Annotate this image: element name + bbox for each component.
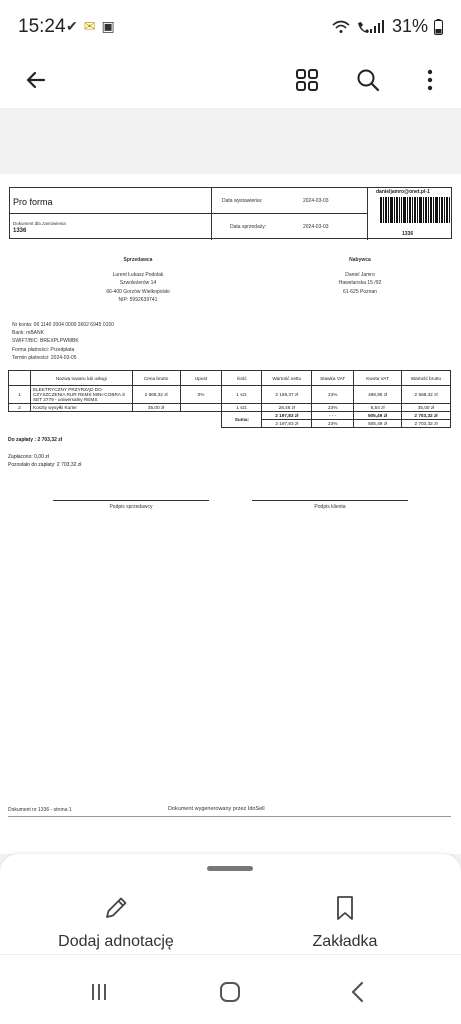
bookmark-button[interactable] xyxy=(255,894,435,951)
status-right xyxy=(332,16,443,37)
bookmark-icon xyxy=(331,894,359,922)
document-header xyxy=(9,187,452,239)
add-annotation-label: Dodaj adnotację xyxy=(58,933,174,950)
sum-cell: - - - xyxy=(312,412,354,420)
buyer-line: 61-625 Poznan xyxy=(343,288,377,295)
sale-date-value: 2024-03-03 xyxy=(303,224,329,230)
table-row xyxy=(9,404,451,412)
battery-percent: 31% xyxy=(391,16,428,36)
home-icon xyxy=(219,981,241,1003)
col-header xyxy=(9,371,31,386)
footer-page-number: Dokument nr 1336 - strona 1 xyxy=(8,807,72,813)
system-nav-bar xyxy=(0,954,461,1024)
client-signature-label: Podpis klienta xyxy=(314,504,346,510)
payment-info xyxy=(12,321,114,362)
col-header: Upust xyxy=(180,371,222,386)
remaining-amount: Pozostało do zapłaty: 2 703,32 zł xyxy=(8,462,82,468)
battery-icon xyxy=(434,19,443,35)
table-cell: 2 xyxy=(9,404,31,412)
more-options-button[interactable] xyxy=(410,60,450,100)
table-cell: 28,46 zł xyxy=(262,404,312,412)
to-pay-total: Do zapłaty : 2 703,32 zł xyxy=(8,437,63,443)
col-header: Stawka VAT xyxy=(312,371,354,386)
items-table xyxy=(8,370,451,428)
camera-icon: ▣ xyxy=(101,18,115,34)
seller-line: Szwoleżerów 14 xyxy=(119,280,157,286)
payment-info-line: Nr konta: 06 1140 2004 0000 3602 6945 0150 xyxy=(12,322,114,328)
mail-icon: ✉ xyxy=(83,18,96,34)
add-annotation-button[interactable] xyxy=(26,894,206,951)
seller-block xyxy=(78,256,198,305)
sum-cell: 2 703,32 zł xyxy=(402,420,451,428)
sum-cell: 2 197,83 zł xyxy=(262,420,312,428)
sum-cell: 2 703,32 zł xyxy=(402,412,451,420)
buyer-line: Daniel Jamro xyxy=(345,271,375,278)
table-cell: 1 szt. xyxy=(222,404,262,412)
col-header: Ilość xyxy=(222,371,262,386)
table-cell: 35,00 zł xyxy=(132,404,180,412)
paid-amount: Zapłacono: 0,00 zł xyxy=(8,454,49,460)
sum-cell: 23% xyxy=(312,420,354,428)
table-header-row xyxy=(9,371,451,386)
table-cell: 2 668,32 zł xyxy=(402,386,451,404)
order-label: Dokument dla zamówienia xyxy=(13,221,66,226)
sum-row xyxy=(9,412,451,420)
issue-date-value: 2024-03-03 xyxy=(303,198,329,204)
payment-info-line: SWIFT/BIC: BREXPLPWMBK xyxy=(12,338,79,345)
recent-apps-icon xyxy=(89,982,109,1002)
table-cell: 2 169,37 zł xyxy=(262,386,312,404)
call-signal-icon xyxy=(356,20,386,34)
barcode-image xyxy=(380,197,450,223)
document-page[interactable] xyxy=(0,174,461,854)
sheet-drag-handle[interactable] xyxy=(207,866,253,871)
table-cell: ELEKTRYCZNY PRZYRZĄD DO CZYSZCZENIA RUR REMS MINI-COBRA S SET 2779 - uniwersalny REMS xyxy=(30,386,132,404)
status-bar xyxy=(0,0,461,52)
search-icon xyxy=(356,68,380,92)
check-icon: ✔ xyxy=(66,18,78,34)
sum-cell: 2 197,83 zł xyxy=(262,412,312,420)
col-header: Nazwa towaru lub usługi xyxy=(30,371,132,386)
seller-line: Lurent Łukasz Podolak xyxy=(112,271,164,278)
nav-back-button[interactable] xyxy=(343,977,373,1007)
barcode-number: 1336 xyxy=(402,231,414,237)
document-title: Pro forma xyxy=(13,197,53,207)
buyer-line: Hawelanska 15 /92 xyxy=(338,280,382,286)
home-button[interactable] xyxy=(215,977,245,1007)
seller-title: Sprzedawca xyxy=(123,257,153,263)
sum-cell: 505,49 zł xyxy=(354,420,402,428)
seller-line: 66-400 Gorzów Wielkopolski xyxy=(106,288,170,295)
grid-view-button[interactable] xyxy=(287,60,327,100)
seller-signature-label: Podpis sprzedawcy xyxy=(109,504,153,510)
table-cell: 35,00 zł xyxy=(402,404,451,412)
table-cell: 498,95 zł xyxy=(354,386,402,404)
payment-info-line: Bank: mBANK xyxy=(12,330,44,337)
sum-label: Suma: xyxy=(222,412,262,428)
order-value: 1336 xyxy=(13,228,27,234)
col-header: Wartość netto xyxy=(262,371,312,386)
seller-line: NIP: 5992639741 xyxy=(118,297,158,303)
table-cell: Koszty wysyłki Kurier xyxy=(30,404,132,412)
back-icon xyxy=(350,981,366,1003)
table-cell: 2 668,32 zł xyxy=(132,386,180,404)
status-time: 15:24 xyxy=(18,16,66,37)
status-notification-icons xyxy=(66,18,115,35)
bottom-sheet xyxy=(0,854,461,954)
col-header: Wartość brutto xyxy=(402,371,451,386)
payment-info-line: Forma płatności: Przedpłata xyxy=(12,346,75,353)
footer-divider xyxy=(8,816,451,817)
col-header: Kwota VAT xyxy=(354,371,402,386)
buyer-block xyxy=(300,256,420,296)
search-button[interactable] xyxy=(348,60,388,100)
issue-date-label: Data wystawienia: xyxy=(222,198,263,204)
back-arrow-icon xyxy=(24,68,48,92)
sum-cell: 505,49 zł xyxy=(354,412,402,420)
table-cell: 23% xyxy=(312,386,354,404)
table-row xyxy=(9,386,451,404)
seller-signature-line xyxy=(53,500,209,501)
buyer-title: Nabywca xyxy=(349,257,371,263)
back-button[interactable] xyxy=(16,60,56,100)
bookmark-label: Zakładka xyxy=(312,933,378,950)
app-bar xyxy=(0,52,461,108)
customer-email: danieljamro@onet.pl-1 xyxy=(376,189,430,195)
table-cell: 1 xyxy=(9,386,31,404)
table-cell: 1 szt. xyxy=(222,386,262,404)
col-header: Cena brutto xyxy=(132,371,180,386)
client-signature-line xyxy=(252,500,408,501)
more-vertical-icon xyxy=(427,69,433,91)
table-cell xyxy=(180,404,222,412)
sale-date-label: Data sprzedaży: xyxy=(230,224,267,230)
table-cell: 0% xyxy=(180,386,222,404)
payment-info-line: Termin płatności: 2024-03-05 xyxy=(12,354,77,361)
recent-apps-button[interactable] xyxy=(84,977,114,1007)
grid-view-icon xyxy=(295,68,319,92)
table-cell: 23% xyxy=(312,404,354,412)
wifi-icon xyxy=(332,20,350,34)
footer-generated-by: Dokument wygenerowany przez IdoSell xyxy=(168,806,265,812)
table-cell: 6,54 zł xyxy=(354,404,402,412)
pencil-icon xyxy=(102,894,130,922)
